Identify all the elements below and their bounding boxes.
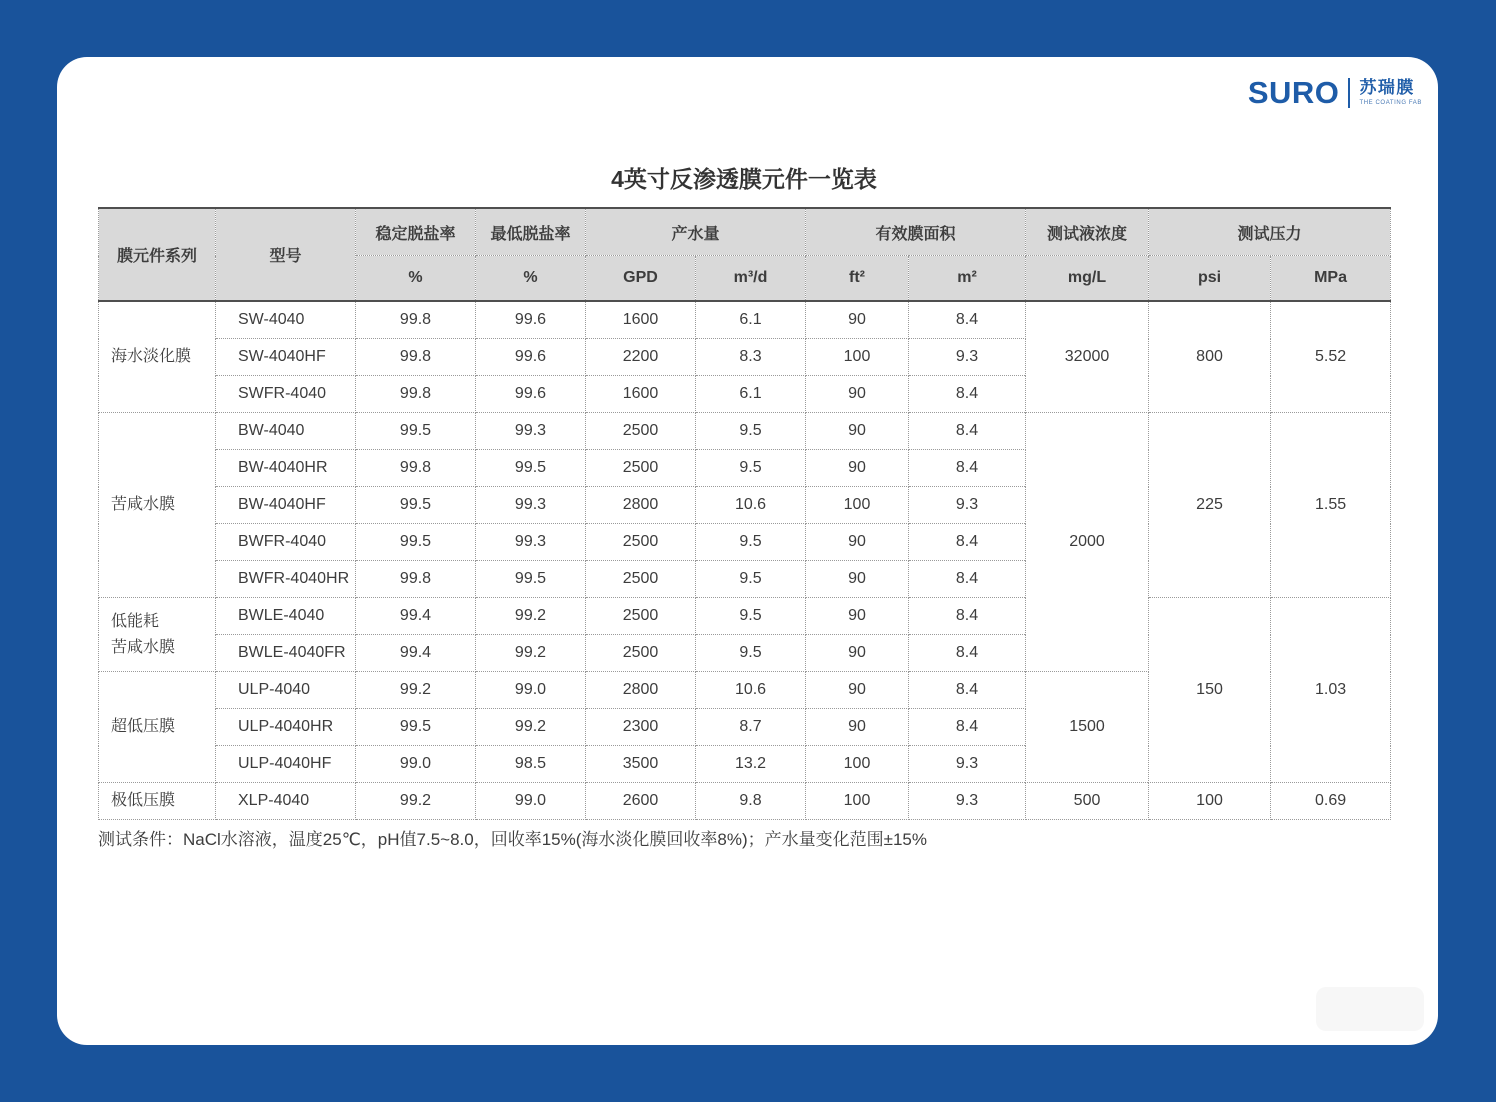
cell-gpd: 2600: [586, 783, 696, 820]
logo-chinese-name: 苏瑞膜: [1359, 78, 1415, 98]
cell-min: 99.6: [476, 376, 586, 413]
cell-concentration: 2000: [1026, 413, 1149, 672]
cell-min: 99.5: [476, 450, 586, 487]
col-header-min-rejection: 最低脱盐率: [476, 208, 586, 256]
unit-min-pct: %: [476, 256, 586, 302]
cell-m2: 8.4: [909, 413, 1026, 450]
table-row: [99, 301, 1391, 339]
cell-m2: 8.4: [909, 450, 1026, 487]
cell-gpd: 1600: [586, 376, 696, 413]
cell-ft2: 90: [806, 450, 909, 487]
cell-ft2: 100: [806, 339, 909, 376]
cell-concentration: 500: [1026, 783, 1149, 820]
cell-stable: 99.2: [356, 672, 476, 709]
cell-ft2: 90: [806, 635, 909, 672]
unit-ft2: ft²: [806, 256, 909, 302]
cell-m3d: 10.6: [696, 487, 806, 524]
cell-concentration: 32000: [1026, 301, 1149, 413]
cell-stable: 99.4: [356, 598, 476, 635]
cell-model: BW-4040: [216, 413, 356, 450]
cell-model: SW-4040: [216, 301, 356, 339]
suro-logo: [1248, 77, 1422, 108]
cell-stable: 99.5: [356, 487, 476, 524]
cell-gpd: 2800: [586, 672, 696, 709]
cell-gpd: 2200: [586, 339, 696, 376]
cell-m3d: 8.3: [696, 339, 806, 376]
cell-m2: 8.4: [909, 524, 1026, 561]
cell-min: 99.0: [476, 783, 586, 820]
cell-model: BW-4040HF: [216, 487, 356, 524]
unit-gpd: GPD: [586, 256, 696, 302]
cell-m2: 8.4: [909, 598, 1026, 635]
cell-min: 99.3: [476, 524, 586, 561]
cell-m2: 8.4: [909, 672, 1026, 709]
cell-m2: 8.4: [909, 709, 1026, 746]
cell-stable: 99.8: [356, 339, 476, 376]
cell-m3d: 9.5: [696, 635, 806, 672]
cell-m2: 9.3: [909, 487, 1026, 524]
cell-model: BWFR-4040: [216, 524, 356, 561]
unit-mpa: MPa: [1271, 256, 1391, 302]
col-header-concentration: 测试液浓度: [1026, 208, 1149, 256]
cell-gpd: 2500: [586, 413, 696, 450]
cell-ft2: 90: [806, 524, 909, 561]
cell-m3d: 9.8: [696, 783, 806, 820]
col-header-stable-rejection: 稳定脱盐率: [356, 208, 476, 256]
table-row: [99, 598, 1391, 635]
cell-series: [99, 598, 216, 672]
cell-m3d: 6.1: [696, 376, 806, 413]
unit-m3d: m³/d: [696, 256, 806, 302]
page-title: 4英寸反渗透膜元件一览表: [611, 166, 877, 192]
cell-model: BWLE-4040: [216, 598, 356, 635]
cell-mpa: 1.03: [1271, 598, 1391, 783]
cell-gpd: 2300: [586, 709, 696, 746]
cell-series: 极低压膜: [99, 783, 216, 820]
cell-model: BWFR-4040HR: [216, 561, 356, 598]
cell-model: SWFR-4040: [216, 376, 356, 413]
cell-ft2: 90: [806, 598, 909, 635]
cell-gpd: 2500: [586, 561, 696, 598]
series-line-2: 苦咸水膜: [111, 638, 176, 656]
cell-ft2: 90: [806, 301, 909, 339]
cell-m3d: 9.5: [696, 561, 806, 598]
col-header-flow: 产水量: [586, 208, 806, 256]
cell-m2: 8.4: [909, 376, 1026, 413]
cell-ft2: 90: [806, 413, 909, 450]
cell-gpd: 2500: [586, 450, 696, 487]
cell-psi: 800: [1149, 301, 1271, 413]
logo-brand-text: SURO: [1247, 75, 1340, 110]
cell-m3d: 6.1: [696, 301, 806, 339]
cell-stable: 99.8: [356, 450, 476, 487]
cell-ft2: 90: [806, 709, 909, 746]
cell-stable: 99.5: [356, 709, 476, 746]
cell-min: 99.3: [476, 487, 586, 524]
header-row-groups: [99, 208, 1391, 256]
cell-stable: 99.2: [356, 783, 476, 820]
cell-min: 99.2: [476, 635, 586, 672]
unit-stable-pct: %: [356, 256, 476, 302]
cell-series: 海水淡化膜: [99, 301, 216, 413]
cell-m2: 9.3: [909, 783, 1026, 820]
cell-stable: 99.5: [356, 413, 476, 450]
spec-table: [98, 207, 1391, 820]
test-conditions-note: 测试条件：NaCl水溶液，温度25℃，pH值7.5~8.0，回收率15%(海水淡化膜回收率8%)；产水量变化范围±15%: [98, 830, 927, 849]
cell-stable: 99.5: [356, 524, 476, 561]
cell-m3d: 9.5: [696, 450, 806, 487]
cell-m2: 9.3: [909, 746, 1026, 783]
cell-stable: 99.0: [356, 746, 476, 783]
cell-m3d: 13.2: [696, 746, 806, 783]
cell-gpd: 3500: [586, 746, 696, 783]
cell-min: 99.0: [476, 672, 586, 709]
cell-model: XLP-4040: [216, 783, 356, 820]
logo-tagline: THE COATING FAB: [1359, 99, 1422, 106]
cell-m2: 9.3: [909, 339, 1026, 376]
logo-right-block: [1359, 79, 1422, 106]
col-header-pressure: 测试压力: [1149, 208, 1391, 256]
cell-min: 99.2: [476, 709, 586, 746]
unit-mgl: mg/L: [1026, 256, 1149, 302]
cell-stable: 99.8: [356, 561, 476, 598]
cell-min: 99.5: [476, 561, 586, 598]
watermark-shape: [1316, 987, 1424, 1031]
cell-gpd: 2500: [586, 635, 696, 672]
cell-m3d: 10.6: [696, 672, 806, 709]
cell-ft2: 90: [806, 672, 909, 709]
cell-model: ULP-4040HR: [216, 709, 356, 746]
cell-gpd: 2800: [586, 487, 696, 524]
unit-m2: m²: [909, 256, 1026, 302]
cell-m3d: 9.5: [696, 413, 806, 450]
cell-gpd: 1600: [586, 301, 696, 339]
cell-min: 99.3: [476, 413, 586, 450]
cell-ft2: 100: [806, 783, 909, 820]
col-header-model: 型号: [216, 208, 356, 301]
table-row: [99, 783, 1391, 820]
cell-min: 98.5: [476, 746, 586, 783]
content-card: [57, 57, 1438, 1045]
cell-m3d: 9.5: [696, 524, 806, 561]
table-row: [99, 413, 1391, 450]
cell-min: 99.6: [476, 301, 586, 339]
cell-psi: 225: [1149, 413, 1271, 598]
series-line-1: 低能耗: [111, 612, 160, 630]
cell-model: ULP-4040HF: [216, 746, 356, 783]
cell-model: BW-4040HR: [216, 450, 356, 487]
cell-series: 超低压膜: [99, 672, 216, 783]
cell-mpa: 0.69: [1271, 783, 1391, 820]
cell-stable: 99.8: [356, 301, 476, 339]
cell-ft2: 90: [806, 561, 909, 598]
cell-m2: 8.4: [909, 561, 1026, 598]
cell-m2: 8.4: [909, 635, 1026, 672]
cell-min: 99.6: [476, 339, 586, 376]
cell-ft2: 100: [806, 487, 909, 524]
col-header-series: 膜元件系列: [99, 208, 216, 301]
cell-mpa: 5.52: [1271, 301, 1391, 413]
cell-stable: 99.8: [356, 376, 476, 413]
cell-series: 苦咸水膜: [99, 413, 216, 598]
cell-m2: 8.4: [909, 301, 1026, 339]
cell-psi: 100: [1149, 783, 1271, 820]
cell-concentration: 1500: [1026, 672, 1149, 783]
cell-gpd: 2500: [586, 598, 696, 635]
cell-m3d: 8.7: [696, 709, 806, 746]
cell-mpa: 1.55: [1271, 413, 1391, 598]
cell-gpd: 2500: [586, 524, 696, 561]
logo-divider: [1348, 78, 1350, 108]
cell-ft2: 90: [806, 376, 909, 413]
cell-model: BWLE-4040FR: [216, 635, 356, 672]
cell-psi: 150: [1149, 598, 1271, 783]
cell-ft2: 100: [806, 746, 909, 783]
cell-model: SW-4040HF: [216, 339, 356, 376]
cell-model: ULP-4040: [216, 672, 356, 709]
unit-psi: psi: [1149, 256, 1271, 302]
cell-m3d: 9.5: [696, 598, 806, 635]
cell-min: 99.2: [476, 598, 586, 635]
cell-stable: 99.4: [356, 635, 476, 672]
col-header-area: 有效膜面积: [806, 208, 1026, 256]
